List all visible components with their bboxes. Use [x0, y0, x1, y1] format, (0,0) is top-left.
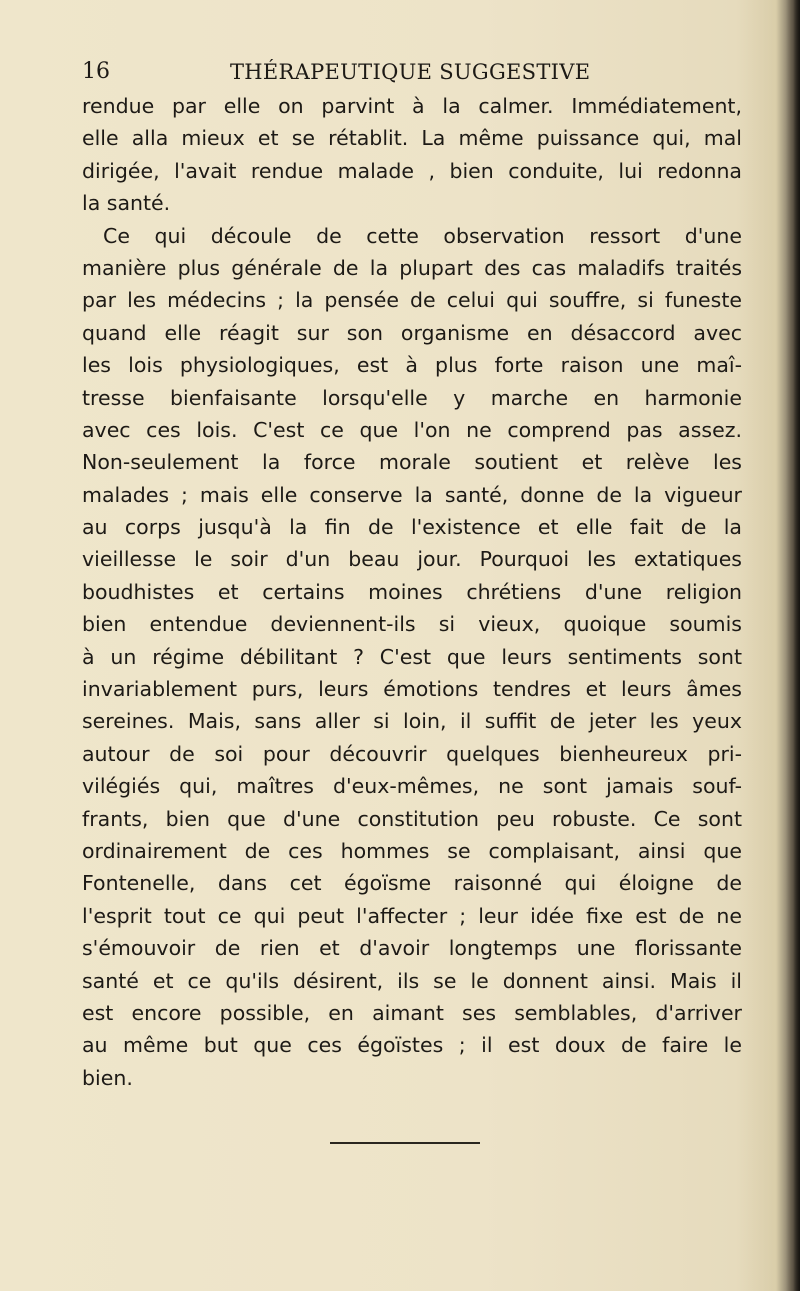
text-line: vilégiés qui, maîtres d'eux-mêmes, ne sont jamais souf- — [82, 774, 742, 799]
text-line: sereines. Mais, sans aller si loin, il suffit de jeter les yeux — [82, 709, 742, 734]
text-line: rendue par elle on parvint à la calmer. Immédiatement, — [82, 94, 742, 118]
text-line: Fontenelle, dans cet égoïsme raisonné qui éloigne de — [82, 871, 742, 896]
page-header — [82, 58, 712, 88]
text-line: est encore possible, en aimant ses semblables, d'arriver — [82, 1000, 742, 1025]
body-text — [82, 90, 742, 1094]
text-line: avec ces lois. C'est ce que l'on ne comprend pas assez. — [82, 417, 742, 442]
text-line: bien entendue deviennent-ils si vieux, quoique soumis — [82, 612, 742, 637]
text-line: ordinairement de ces hommes se complaisant, ainsi que — [82, 838, 742, 863]
text-line: quand elle réagit sur son organisme en désaccord avec — [82, 320, 742, 345]
text-line: les lois physiologiques, est à plus forte raison une maî- — [82, 353, 742, 378]
text-line: à un régime débilitant ? C'est que leurs sentiments sont — [82, 644, 742, 669]
chapter-end-rule — [330, 1142, 480, 1144]
running-title: THÉRAPEUTIQUE SUGGESTIVE — [230, 60, 591, 84]
text-line: manière plus générale de la plupart des cas maladifs traités — [82, 255, 742, 280]
text-line: autour de soi pour découvrir quelques bienheureux pri- — [82, 741, 742, 766]
text-line: santé et ce qu'ils désirent, ils se le donnent ainsi. Mais il — [82, 968, 742, 993]
text-line: tresse bienfaisante lorsqu'elle y marche en harmonie — [82, 385, 742, 410]
text-line: la santé. — [82, 191, 171, 216]
text-line: invariablement purs, leurs émotions tendres et leurs âmes — [82, 677, 742, 702]
text-line: vieillesse le soir d'un beau jour. Pourquoi les extatiques — [82, 547, 742, 572]
text-line: malades ; mais elle conserve la santé, donne de la vigueur — [82, 482, 742, 507]
text-line: bien. — [82, 1065, 133, 1090]
text-line: elle alla mieux et se rétablit. La même puissance qui, mal — [82, 126, 742, 151]
page-edge-shadow — [786, 0, 800, 1291]
text-line: au corps jusqu'à la fin de l'existence et elle fait de la — [82, 515, 742, 540]
text-line: s'émouvoir de rien et d'avoir longtemps une florissante — [82, 936, 742, 961]
text-line: frants, bien que d'une constitution peu robuste. Ce sont — [82, 806, 742, 831]
text-line: l'esprit tout ce qui peut l'affecter ; leur idée fixe est de ne — [82, 903, 742, 928]
text-line: par les médecins ; la pensée de celui qui souffre, si funeste — [82, 288, 742, 313]
text-line: Ce qui découle de cette observation ressort d'une — [103, 223, 742, 248]
text-line: dirigée, l'avait rendue malade , bien conduite, lui redonna — [82, 158, 742, 183]
text-line: boudhistes et certains moines chrétiens d'une religion — [82, 579, 742, 604]
text-line: au même but que ces égoïstes ; il est doux de faire le — [82, 1033, 742, 1058]
text-line: Non-seulement la force morale soutient et relève les — [82, 450, 742, 475]
page-number: 16 — [82, 59, 110, 84]
